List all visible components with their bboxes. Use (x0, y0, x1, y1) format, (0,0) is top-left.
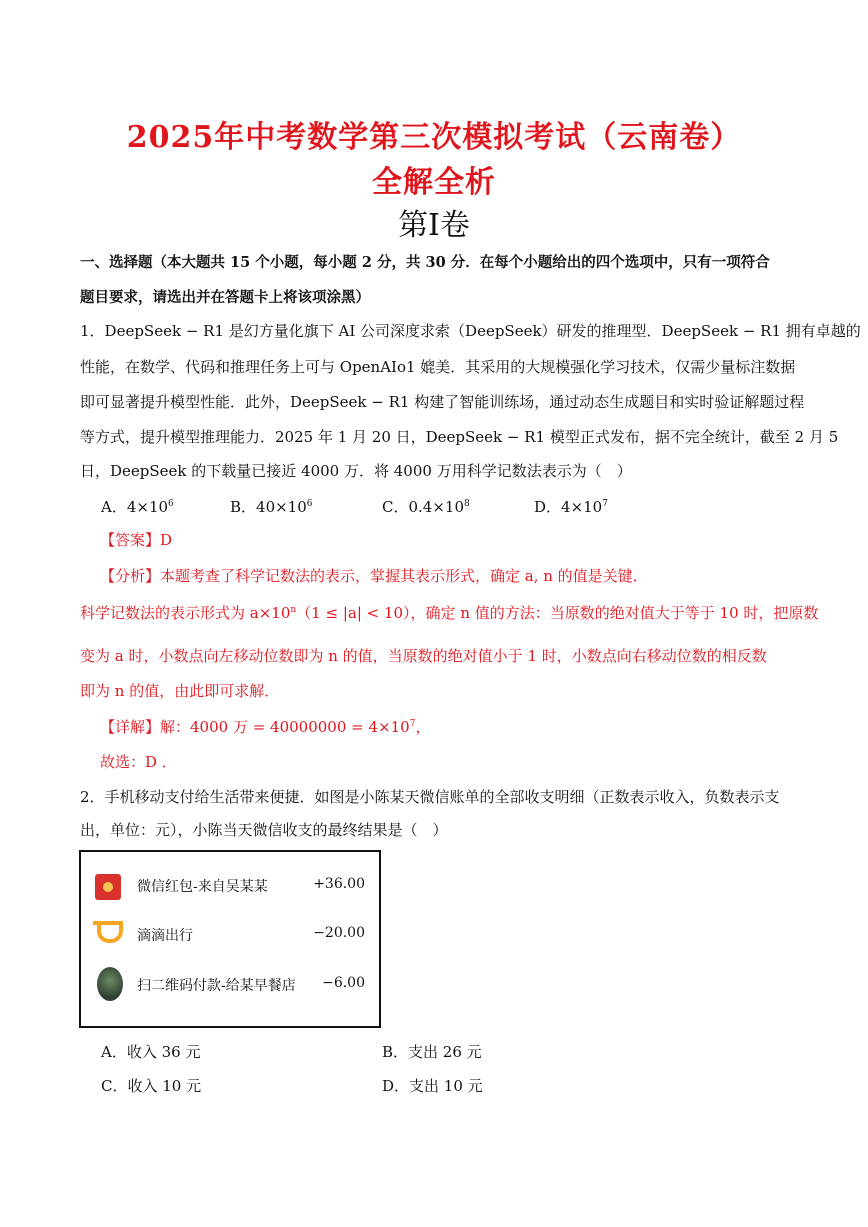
q1-answer: 【答案】D (100, 531, 173, 549)
q1-choice: 故选：D ． (100, 753, 177, 771)
q1-method-line3: 即为 n 的值，由此即可求解． (80, 682, 280, 700)
q2-line-1: 2．手机移动支付给生活带来便捷．如图是小陈某天微信账单的全部收支明细（正数表示收入，负数表示支 (80, 788, 780, 806)
section-instructions-line1: 一、选择题（本大题共 15 个小题，每小题 2 分，共 30 分．在每个小题给出的四个选项中，只有一项符合 (80, 254, 770, 271)
bill-row (95, 965, 375, 1005)
q1-method-line1: 科学记数法的表示形式为 $a\times 10^n(1 \le |a| < 10)$，确定 n 值的方法：当原数的绝对值大于等于 10 时，把原数 (80, 604, 819, 622)
q1-detail: 【详解】解：4000 万 = $40000000 = 4\times 10^7$， (100, 718, 431, 736)
didi-icon (97, 925, 123, 943)
document-subtitle: 全解全析 (372, 165, 496, 200)
q1-option-c: C．$0.4\times 10^8$ (382, 498, 470, 516)
q1-line-1: 1．DeepSeek − R1 是幻方量化旗下 AI 公司深度求索（DeepSeek）研发的推理型．DeepSeek − R1 拥有卓越的 (80, 322, 861, 340)
q1-line-4: 等方式，提升模型推理能力．2025 年 1 月 20 日，DeepSeek − R1 模型正式发布，据不完全统计，截至 2 月 5 (80, 428, 839, 446)
bill-label: 扫二维码付款-给某早餐店 (137, 978, 296, 994)
shop-avatar-icon (97, 967, 123, 1001)
bill-label: 微信红包-来自吴某某 (137, 879, 268, 895)
section-instructions-line2: 题目要求，请选出并在答题卡上将该项涂黑） (80, 289, 370, 306)
document-title: 2025年中考数学第三次模拟考试（云南卷） (126, 120, 742, 155)
q1-analysis: 【分析】本题考查了科学记数法的表示，掌握其表示形式，确定 a, n 的值是关键． (100, 567, 648, 585)
bill-amount: −20.00 (313, 925, 365, 941)
bill-row (95, 915, 375, 955)
q2-line-2: 出，单位：元），小陈当天微信收支的最终结果是（ ） (80, 821, 448, 839)
q1-option-d: D．$4\times 10^7$ (534, 498, 608, 516)
bill-amount: +36.00 (313, 876, 365, 892)
wechat-bill-figure (79, 850, 381, 1028)
bill-amount: −6.00 (322, 975, 365, 991)
volume-heading: 第I卷 (398, 208, 470, 243)
bill-row (95, 866, 375, 906)
q1-option-b: B．$40\times 10^6$ (230, 498, 313, 516)
q1-method-line2: 变为 a 时，小数点向左移动位数即为 n 的值，当原数的绝对值小于 1 时，小数点向右移动位数的相反数 (80, 647, 767, 665)
q1-option-a: A．$4\times 10^6$ (101, 498, 174, 516)
q2-option-b: B．支出 26 元 (382, 1043, 482, 1061)
q1-line-2: 性能，在数学、代码和推理任务上可与 OpenAIo1 媲美．其采用的大规模强化学习技术，仅需少量标注数据 (80, 358, 796, 376)
q2-option-d: D．支出 10 元 (382, 1077, 483, 1095)
q2-option-a: A．收入 36 元 (101, 1043, 201, 1061)
bill-label: 滴滴出行 (137, 928, 193, 944)
q1-line-5: 日，DeepSeek 的下载量已接近 4000 万．将 4000 万用科学记数法表示为（ ） (80, 462, 632, 480)
red-envelope-icon (95, 874, 121, 900)
q1-line-3: 即可显著提升模型性能．此外，DeepSeek − R1 构建了智能训练场，通过动态生成题目和实时验证解题过程 (80, 393, 805, 411)
q2-option-c: C．收入 10 元 (101, 1077, 202, 1095)
